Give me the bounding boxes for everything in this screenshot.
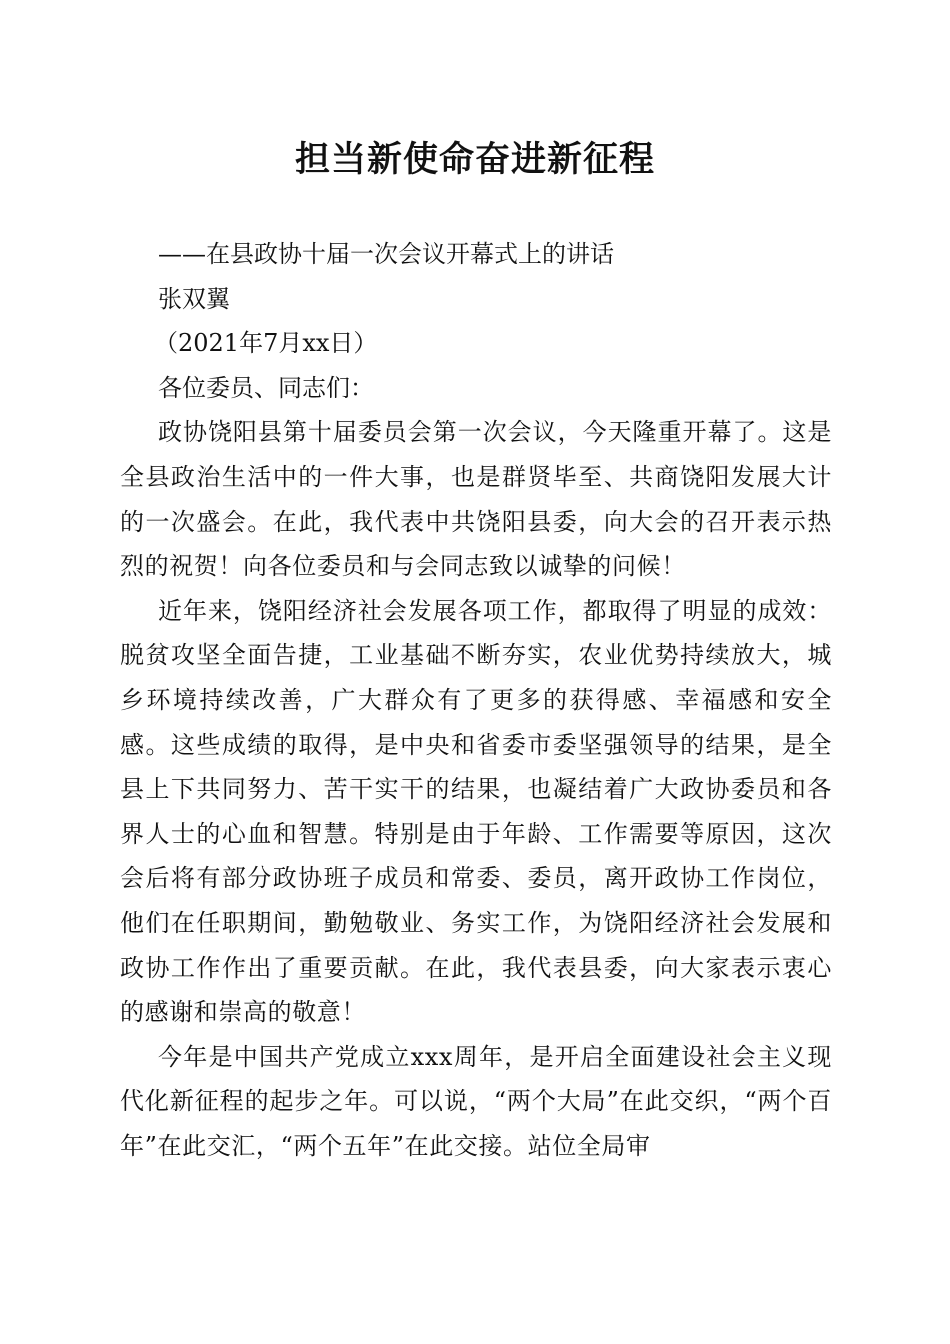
- document-subtitle: ——在县政协十届一次会议开幕式上的讲话: [158, 240, 614, 268]
- paragraph: 政协饶阳县第十届委员会第一次会议，今天隆重开幕了。这是全县政治生活中的一件大事，也是群贤毕至、共商饶阳发展大计的一次盛会。在此，我代表中共饶阳县委，向大会的召开表示热烈的祝贺！向各位委员和与会同志致以诚挚的问候！: [120, 418, 832, 581]
- paragraph: 近年来，饶阳经济社会发展各项工作，都取得了明显的成效：脱贫攻坚全面告捷，工业基础不断夯实，农业优势持续放大，城乡环境持续改善，广大群众有了更多的获得感、幸福感和安全感。这些成绩的取得，是中央和省委市委坚强领导的结果，是全县上下共同努力、苦干实干的结果，也凝结着广大政协委员和各界人士的心血和智慧。特别是由于年龄、工作需要等原因，这次会后将有部分政协班子成员和常委、委员，离开政协工作岗位，他们在任职期间，勤勉敬业、务实工作，为饶阳经济社会发展和政协工作作出了重要贡献。在此，我代表县委，向大家表示衷心的感谢和崇高的敬意！: [120, 596, 832, 1027]
- document-title: 担当新使命奋进新征程: [294, 139, 655, 180]
- document-body: [120, 232, 832, 1168]
- document-date: （2021年7月xx日）: [154, 329, 378, 358]
- document-author: 张双翼: [158, 284, 230, 313]
- paragraph: 今年是中国共产党成立xxx周年，是开启全面建设社会主义现代化新征程的起步之年。可以说，“两个大局”在此交织，“两个百年”在此交汇，“两个五年”在此交接。站位全局审: [120, 1042, 832, 1160]
- document-salutation: 各位委员、同志们：: [158, 373, 374, 402]
